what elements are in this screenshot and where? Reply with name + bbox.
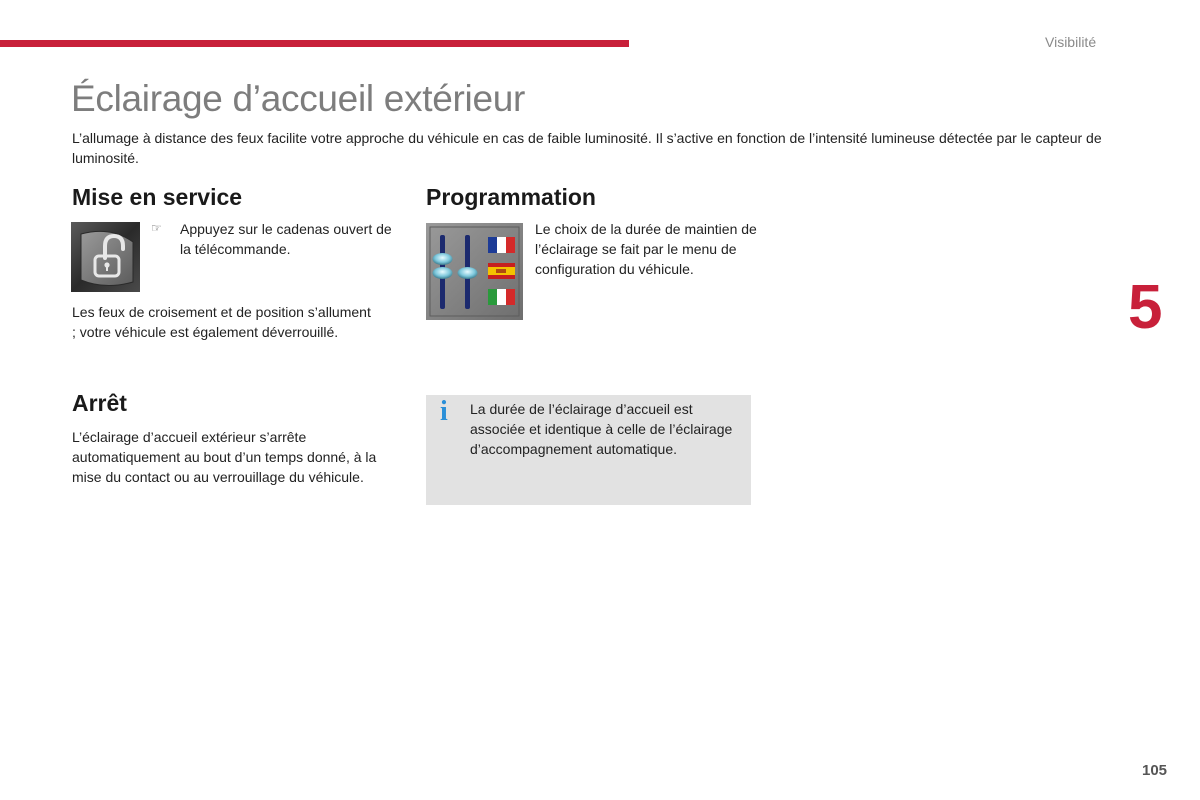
heading-programmation: Programmation <box>426 184 596 210</box>
info-icon: i <box>440 396 448 427</box>
programmation-paragraph: Le choix de la durée de maintien de l’éclairage se fait par le menu de configuration du véhicule. <box>535 221 757 277</box>
mise-en-service-bullet: Appuyez sur le cadenas ouvert de la télécommande. <box>180 221 392 257</box>
padlock-open-icon <box>71 222 140 292</box>
header-accent-bar <box>0 40 629 47</box>
heading-arret: Arrêt <box>72 390 127 416</box>
page-number: 105 <box>1142 762 1168 779</box>
intro-paragraph: L’allumage à distance des feux facilite votre approche du véhicule en cas de faible luminosité. Il s’active en fonction de l’intensité lumineuse détectée par le capteur de luminosité. <box>72 130 1102 166</box>
pointing-hand-icon: ☞ <box>151 221 162 235</box>
chapter-number: 5 <box>1128 273 1163 342</box>
configuration-menu-icon <box>426 223 523 320</box>
section-label: Visibilité <box>1045 34 1097 50</box>
info-text: La durée de l’éclairage d’accueil est associée et identique à celle de l’éclairage d’accompagnement automatique. <box>470 401 733 457</box>
arret-paragraph: L’éclairage d’accueil extérieur s’arrête automatiquement au bout d’un temps donné, à la mise du contact ou au verrouillage du véhicule. <box>72 429 377 485</box>
page-title: Éclairage d’accueil extérieur <box>71 78 526 119</box>
mise-en-service-paragraph: Les feux de croisement et de position s’allument ; votre véhicule est également déverrouillé. <box>72 304 371 340</box>
heading-mise-en-service: Mise en service <box>72 184 243 210</box>
